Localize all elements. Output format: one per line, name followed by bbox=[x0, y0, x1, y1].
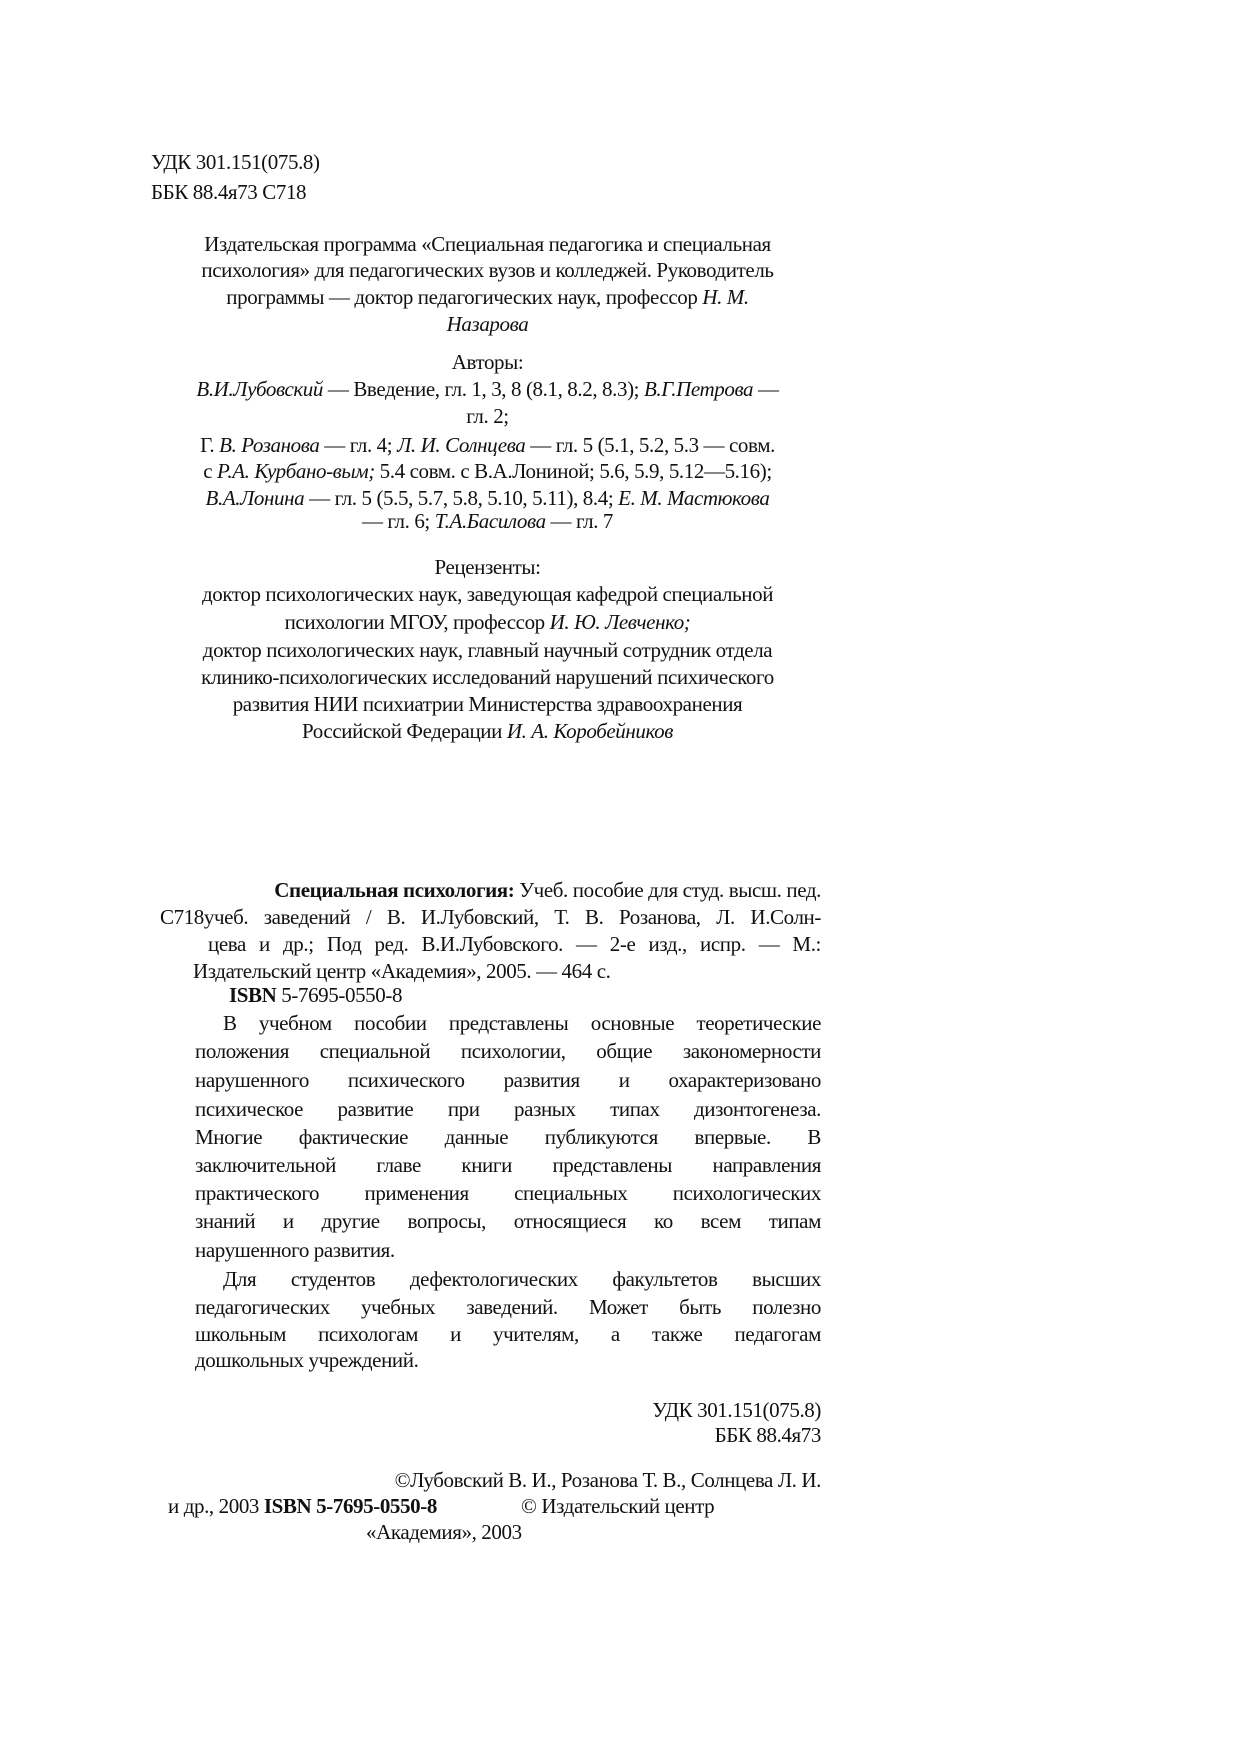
author-chapters: — гл. 7 bbox=[545, 509, 614, 533]
isbn-line bbox=[229, 981, 402, 1009]
dash: — bbox=[753, 377, 779, 401]
program-line bbox=[150, 310, 825, 338]
program-line bbox=[150, 283, 825, 311]
bib-text: Учеб. пособие для студ. высш. пед. bbox=[514, 878, 821, 902]
abstract-line: педагогических учебных заведений. Может быть полезно bbox=[195, 1295, 821, 1319]
reviewer-line: клинико-психологических исследований нарушений психического bbox=[201, 665, 774, 689]
reviewers-heading: Рецензенты: bbox=[434, 555, 541, 579]
program-text: программы — доктор педагогических наук, профессор bbox=[226, 285, 703, 309]
copyright-publisher: © Издательский центр bbox=[521, 1494, 715, 1518]
author-chapters: с bbox=[203, 459, 218, 483]
abstract-line: практического применения специальных психологических bbox=[195, 1181, 821, 1205]
copyright-text: и др., 2003 bbox=[168, 1494, 264, 1518]
reviewer-text: психологии МГОУ, профессор bbox=[284, 610, 550, 634]
reviewer-line bbox=[150, 608, 825, 636]
bbk-code: ББК 88.4я73 bbox=[714, 1423, 821, 1447]
isbn-number: ISBN 5-7695-0550-8 bbox=[263, 1494, 437, 1518]
reviewer-line: доктор психологических наук, заведующая кафедрой специальной bbox=[201, 582, 774, 606]
author-chapters: — гл. 4; bbox=[319, 433, 398, 457]
authors-line bbox=[150, 431, 825, 459]
authors-heading: Авторы: bbox=[451, 350, 524, 374]
authors-line bbox=[150, 457, 825, 485]
udk-code: УДК 301.151(075.8) bbox=[652, 1398, 821, 1422]
author-name: Е. М. Мастюкова bbox=[618, 486, 770, 510]
abstract-line: дошкольных учреждений. bbox=[195, 1348, 419, 1372]
author-chapters: — Введение, гл. 1, 3, 8 (8.1, 8.2, 8.3); bbox=[323, 377, 644, 401]
author-initial: Г. bbox=[200, 433, 220, 457]
reviewer-line: доктор психологических наук, главный научный сотрудник отдела bbox=[202, 638, 773, 662]
abstract-line: нарушенного развития. bbox=[195, 1238, 395, 1262]
isbn-number: 5-7695-0550-8 bbox=[276, 983, 403, 1007]
authors-line bbox=[150, 375, 825, 403]
abstract-line: нарушенного психического развития и охарактеризовано bbox=[195, 1068, 821, 1092]
abstract-line: заключительной главе книги представлены направления bbox=[195, 1153, 821, 1177]
copyright-line: «Академия», 2003 bbox=[366, 1520, 522, 1544]
abstract-line: знаний и другие вопросы, относящиеся ко всем типам bbox=[195, 1209, 821, 1233]
reviewer-name: И. А. Коробейников bbox=[506, 719, 673, 743]
isbn-label: ISBN bbox=[229, 983, 277, 1007]
reviewer-line: развития НИИ психиатрии Министерства здравоохранения bbox=[232, 692, 743, 716]
program-head-name: Назарова bbox=[446, 312, 529, 336]
abstract-line: В учебном пособии представлены основные теоретические bbox=[223, 1011, 821, 1035]
bib-line: цева и др.; Под ред. В.И.Лубовского. — 2-е изд., испр. — М.: bbox=[208, 932, 821, 956]
abstract-line: психическое развитие при разных типах дизонтогенеза. bbox=[195, 1097, 821, 1121]
reviewer-text: Российской Федерации bbox=[302, 719, 507, 743]
abstract-line: школьным психологам и учителям, а также педагогам bbox=[195, 1322, 821, 1346]
author-name: Л. И. Солнцева bbox=[397, 433, 526, 457]
abstract-line: положения специальной психологии, общие закономерности bbox=[195, 1039, 821, 1063]
book-title: Специальная психология: bbox=[274, 878, 515, 902]
program-line: психология» для педагогических вузов и колледжей. Руководитель bbox=[201, 258, 774, 282]
copyright-line: ©Лубовский В. И., Розанова Т. В., Солнцева Л. И. bbox=[394, 1468, 821, 1492]
author-name: В. Розанова bbox=[219, 433, 320, 457]
author-chapters: гл. 2; bbox=[466, 404, 509, 428]
author-chapters: — гл. 6; bbox=[361, 509, 435, 533]
author-name: В.Г.Петрова bbox=[643, 377, 754, 401]
author-name: Р.А. Курбано-вым; bbox=[217, 459, 375, 483]
reviewer-name: И. Ю. Левченко; bbox=[549, 610, 691, 634]
author-chapters: — гл. 5 (5.1, 5.2, 5.3 — совм. bbox=[525, 433, 775, 457]
authors-line bbox=[150, 507, 825, 535]
reviewer-line bbox=[150, 717, 825, 745]
author-name: Т.А.Басилова bbox=[434, 509, 546, 533]
author-chapters: — гл. 5 (5.5, 5.7, 5.8, 5.10, 5.11), 8.4; bbox=[304, 486, 619, 510]
program-line: Издательская программа «Специальная педагогика и специальная bbox=[204, 232, 771, 256]
abstract-line: Для студентов дефектологических факультетов высших bbox=[223, 1267, 821, 1291]
bib-line: С718учеб. заведений / В. И.Лубовский, Т. В. Розанова, Л. И.Солн- bbox=[160, 905, 821, 929]
copyright-line bbox=[168, 1492, 437, 1520]
author-name: В.А.Лонина bbox=[205, 486, 305, 510]
program-head-name: Н. М. bbox=[702, 285, 749, 309]
author-chapters: 5.4 совм. с В.А.Лониной; 5.6, 5.9, 5.12—5.16); bbox=[374, 459, 772, 483]
udk-code: УДК 301.151(075.8) bbox=[151, 150, 320, 174]
bib-line: Издательский центр «Академия», 2005. — 464 с. bbox=[193, 959, 611, 983]
author-name: В.И.Лубовский bbox=[196, 377, 324, 401]
bib-line bbox=[195, 876, 821, 904]
abstract-line: Многие фактические данные публикуются впервые. В bbox=[195, 1125, 821, 1149]
bbk-code: ББК 88.4я73 С718 bbox=[151, 180, 307, 204]
